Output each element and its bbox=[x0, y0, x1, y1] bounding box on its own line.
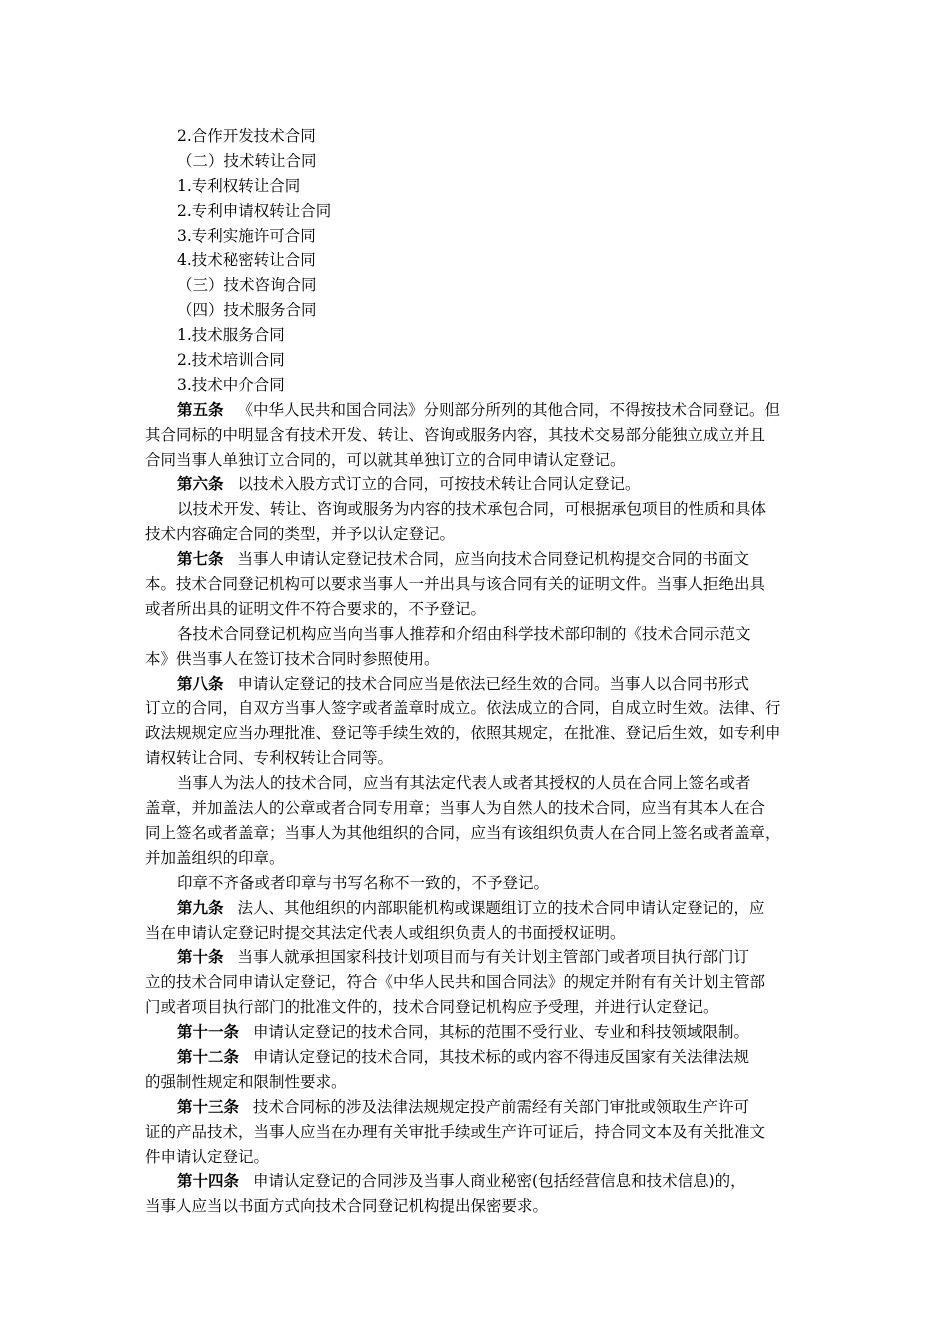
paragraph-text: 当事人应当以书面方式向技术合同登记机构提出保密要求。 bbox=[145, 1197, 549, 1216]
paragraph-line bbox=[145, 970, 810, 995]
paragraph-line bbox=[145, 672, 810, 697]
paragraph-line bbox=[145, 1169, 810, 1194]
list-item: （二）技术转让合同 bbox=[177, 151, 317, 170]
article-paragraph bbox=[145, 472, 810, 497]
paragraph-line bbox=[145, 448, 810, 473]
paragraph-line bbox=[145, 871, 810, 896]
paragraph-text: 申请认定登记的技术合同应当是依法已经生效的合同。当事人以合同书形式 bbox=[237, 674, 750, 693]
paragraph-line bbox=[145, 497, 810, 522]
list-item: 1.技术服务合同 bbox=[177, 326, 285, 345]
paragraph-text: 以技术入股方式订立的合同，可按技术转让合同认定登记。 bbox=[237, 475, 641, 494]
article-number: 第七条 bbox=[177, 549, 224, 569]
paragraph-line bbox=[145, 1045, 810, 1070]
paragraph-text: 件申请认定登记。 bbox=[145, 1147, 270, 1166]
list-item: 3.专利实施许可合同 bbox=[177, 226, 316, 245]
paragraph-text: 盖章，并加盖法人的公章或者合同专用章；当事人为自然人的技术合同，应当有其本人在合 bbox=[145, 799, 766, 818]
paragraph-text: 法人、其他组织的内部职能机构或课题组订立的技术合同申请认定登记的，应 bbox=[237, 898, 765, 917]
paragraph-text: 当在申请认定登记时提交其法定代表人或组织负责人的书面授权证明。 bbox=[145, 923, 626, 942]
paragraph-text: 门或者项目执行部门的批准文件的，技术合同登记机构应予受理，并进行认定登记。 bbox=[145, 998, 719, 1017]
paragraph-line bbox=[145, 1020, 810, 1045]
paragraph-text: 请权转让合同、专利权转让合同等。 bbox=[145, 749, 394, 768]
paragraph-text: 当事人申请认定登记技术合同，应当向技术合同登记机构提交合同的书面文 bbox=[237, 550, 750, 569]
article-number: 第十条 bbox=[177, 947, 224, 967]
list-item: （三）技术咨询合同 bbox=[177, 276, 317, 295]
paragraph-text: 以技术开发、转让、咨询或服务为内容的技术承包合同，可根据承包项目的性质和具体 bbox=[177, 500, 767, 519]
article-number: 第六条 bbox=[177, 474, 224, 494]
paragraph-line bbox=[145, 572, 810, 597]
paragraph-line bbox=[145, 398, 810, 423]
article-number: 第八条 bbox=[177, 673, 224, 693]
article-number: 第十四条 bbox=[177, 1171, 240, 1191]
list-item: （四）技术服务合同 bbox=[177, 301, 317, 320]
article-paragraph bbox=[145, 945, 810, 1020]
paragraph-text: 立的技术合同申请认定登记，符合《中华人民共和国合同法》的规定并附有有关计划主管部 bbox=[145, 973, 766, 992]
paragraph-text: 订立的合同，自双方当事人签字或者盖章时成立。依法成立的合同，自成立时生效。法律、行 bbox=[145, 699, 781, 718]
paragraph-text: 申请认定登记的合同涉及当事人商业秘密(包括经营信息和技术信息)的， bbox=[253, 1172, 746, 1191]
article-paragraph bbox=[145, 1020, 810, 1045]
article-number: 第五条 bbox=[177, 399, 224, 419]
paragraph-line bbox=[145, 472, 810, 497]
paragraph-text: 《中华人民共和国合同法》分则部分所列的其他合同，不得按技术合同登记。但 bbox=[237, 400, 781, 419]
list-item: 2.技术培训合同 bbox=[177, 351, 285, 370]
paragraph-line bbox=[145, 896, 810, 921]
paragraph-text: 本》供当事人在签订技术合同时参照使用。 bbox=[145, 649, 440, 668]
list-item: 3.技术中介合同 bbox=[177, 375, 285, 394]
paragraph-text: 印章不齐备或者印章与书写名称不一致的，不予登记。 bbox=[177, 873, 550, 892]
list-item: 1.专利权转让合同 bbox=[177, 176, 301, 195]
paragraph-text: 或者所出具的证明文件不符合要求的，不予登记。 bbox=[145, 599, 487, 618]
list-item: 4.技术秘密转让合同 bbox=[177, 251, 316, 270]
article-number: 第十三条 bbox=[177, 1096, 240, 1116]
paragraph-line bbox=[145, 522, 810, 547]
paragraph-text: 证的产品技术，当事人应当在办理有关审批手续或生产许可证后，持合同文本及有关批准文 bbox=[145, 1122, 766, 1141]
article-paragraph bbox=[145, 1169, 810, 1219]
paragraph-line bbox=[145, 1095, 810, 1120]
regulation-articles bbox=[145, 398, 810, 1219]
paragraph-line bbox=[145, 746, 810, 771]
paragraph-text: 技术合同标的涉及法律法规规定投产前需经有关部门审批或领取生产许可 bbox=[253, 1097, 750, 1116]
paragraph bbox=[145, 871, 810, 896]
paragraph-line bbox=[145, 547, 810, 572]
article-paragraph bbox=[145, 398, 810, 473]
paragraph-text: 政法规规定应当办理批准、登记等手续生效的，依照其规定，在批准、登记后生效，如专利申 bbox=[145, 724, 781, 743]
paragraph-line bbox=[145, 1120, 810, 1145]
paragraph-line bbox=[145, 821, 810, 846]
paragraph-line bbox=[145, 771, 810, 796]
paragraph-text: 本。技术合同登记机构可以要求当事人一并出具与该合同有关的证明文件。当事人拒绝出具 bbox=[145, 575, 766, 594]
article-paragraph bbox=[145, 1095, 810, 1170]
paragraph-text: 其合同标的中明显含有技术开发、转让、咨询或服务内容，其技术交易部分能独立成立并且 bbox=[145, 425, 766, 444]
document-page bbox=[145, 124, 810, 1219]
paragraph-text: 当事人为法人的技术合同，应当有其法定代表人或者其授权的人员在合同上签名或者 bbox=[177, 774, 751, 793]
contract-type-list bbox=[145, 124, 810, 398]
paragraph-line bbox=[145, 995, 810, 1020]
paragraph bbox=[145, 622, 810, 672]
paragraph-line bbox=[145, 622, 810, 647]
paragraph-line bbox=[145, 696, 810, 721]
paragraph bbox=[145, 497, 810, 547]
paragraph-text: 当事人就承担国家科技计划项目而与有关计划主管部门或者项目执行部门订 bbox=[237, 948, 750, 967]
article-paragraph bbox=[145, 896, 810, 946]
paragraph-line bbox=[145, 423, 810, 448]
list-item: 2.专利申请权转让合同 bbox=[177, 201, 332, 220]
paragraph bbox=[145, 771, 810, 871]
paragraph-line bbox=[145, 1194, 810, 1219]
paragraph-text: 并加盖组织的印章。 bbox=[145, 848, 285, 867]
paragraph-text: 申请认定登记的技术合同，其技术标的或内容不得违反国家有关法律法规 bbox=[253, 1047, 750, 1066]
article-paragraph bbox=[145, 672, 810, 772]
paragraph-line bbox=[145, 945, 810, 970]
paragraph-line bbox=[145, 1145, 810, 1170]
paragraph-line bbox=[145, 1070, 810, 1095]
article-number: 第九条 bbox=[177, 897, 224, 917]
article-number: 第十一条 bbox=[177, 1022, 240, 1042]
paragraph-text: 技术内容确定合同的类型，并予以认定登记。 bbox=[145, 525, 456, 544]
article-number: 第十二条 bbox=[177, 1046, 240, 1066]
article-paragraph bbox=[145, 1045, 810, 1095]
paragraph-line bbox=[145, 846, 810, 871]
paragraph-line bbox=[145, 796, 810, 821]
list-item: 2.合作开发技术合同 bbox=[177, 127, 316, 145]
paragraph-text: 申请认定登记的技术合同，其标的范围不受行业、专业和科技领域限制。 bbox=[253, 1023, 750, 1042]
article-paragraph bbox=[145, 547, 810, 622]
paragraph-text: 同上签名或者盖章；当事人为其他组织的合同，应当有该组织负责人在合同上签名或者盖章， bbox=[145, 823, 781, 842]
paragraph-line bbox=[145, 597, 810, 622]
paragraph-text: 各技术合同登记机构应当向当事人推荐和介绍由科学技术部印制的《技术合同示范文 bbox=[177, 624, 751, 643]
paragraph-line bbox=[145, 721, 810, 746]
paragraph-text: 合同当事人单独订立合同的，可以就其单独订立的合同申请认定登记。 bbox=[145, 450, 626, 469]
paragraph-text: 的强制性规定和限制性要求。 bbox=[145, 1072, 347, 1091]
paragraph-line bbox=[145, 647, 810, 672]
paragraph-line bbox=[145, 921, 810, 946]
